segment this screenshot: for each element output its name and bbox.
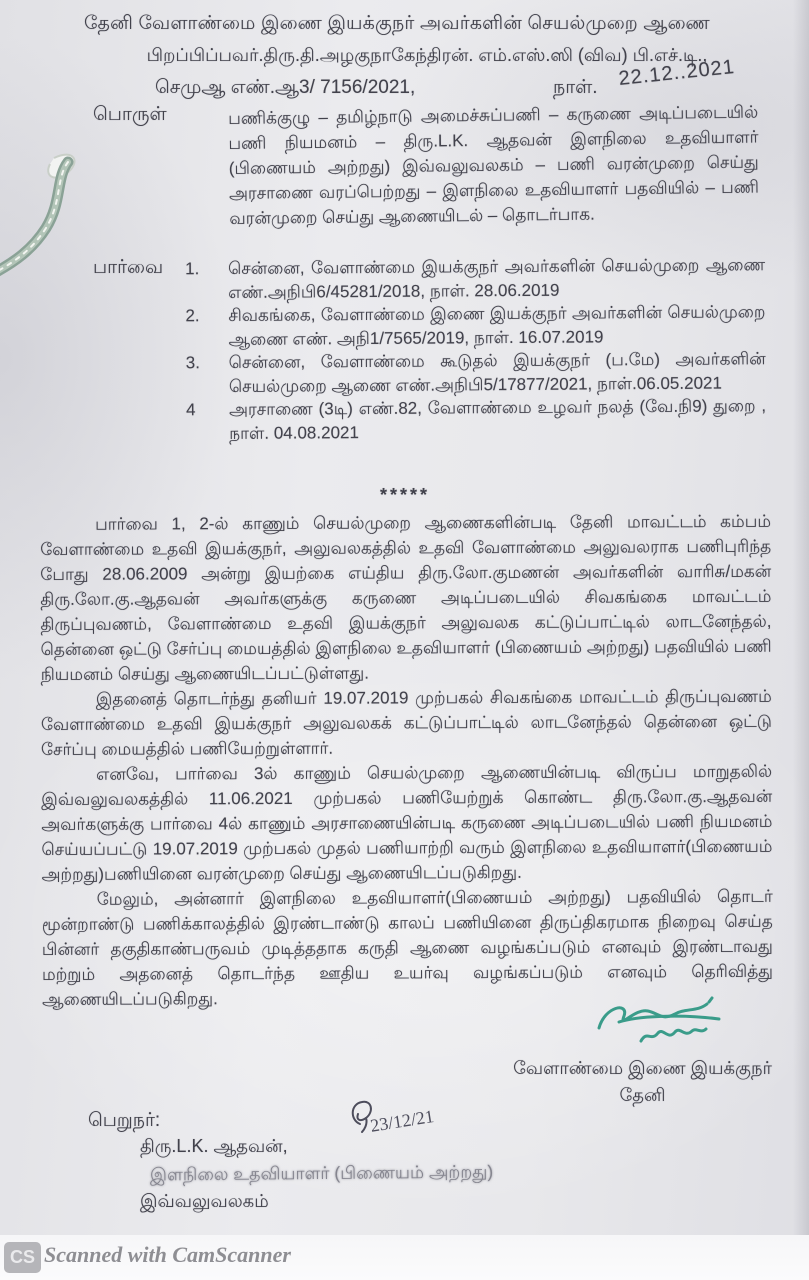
- signature-scribble: [585, 996, 735, 1058]
- camscanner-watermark: Scanned with CamScanner: [44, 1242, 291, 1267]
- proceedings-number: செமுஆ எண்.ஆ3/ 7156/2021,: [155, 77, 416, 98]
- reference-number: 1.: [185, 259, 200, 279]
- order-body: [40, 509, 773, 1012]
- recipient-name: திரு.L.K. ஆதவன்,: [140, 1136, 288, 1156]
- date-value: 22.12..2021: [617, 55, 736, 91]
- reference-item: [185, 394, 767, 445]
- date-label: நாள்.: [553, 77, 598, 98]
- camscanner-logo-icon: CS: [4, 1242, 41, 1273]
- camscanner-footer: [0, 1235, 809, 1280]
- reference-number: 2.: [185, 306, 200, 326]
- paragraph: எனவே, பார்வை 3ல் காணும் செயல்முறை ஆணையின்படி விருப்ப மாறுதலில் இவ்வலுவலகத்தில் 11.06.2021 முற்பகல் பணியேற்றுக் கொண்ட திரு.லோ.கு.ஆதவன் அவர்களுக்கு பார்வை 4ல் காணும் அரசாணையின்படி கருணை அடிப்படையில் பணி நியமனம் செய்யப்பட்டு 19.07.2019 முற்பகல் முதல் பணியாற்றி வரும் இளநிலை உதவியாளர்(பிணையம் அற்றது)பணியினை வரன்முறை செய்து ஆணையிடப்படுகிறது.: [41, 761, 773, 884]
- reference-item: [185, 347, 766, 398]
- issuer-line: பிறப்பிப்பவர்.திரு.தி.அழகுநாகேந்திரன். எம்.எஸ்.ஸி (விவ) பி.எச்.டி.,: [146, 45, 708, 65]
- reference-item: [185, 253, 766, 304]
- reference-number: 4: [185, 400, 196, 420]
- file-tag-thread: [0, 140, 94, 300]
- reference-text: சென்னை, வேளாண்மை இயக்குநர் அவர்களின் செயல்முறை ஆணை எண்.அநிபி6/45281/2018, நாள். 28.06.2019: [228, 255, 766, 302]
- document-title: தேனி வேளாண்மை இணை இயக்குநர் அவர்களின் செயல்முறை ஆணை: [84, 13, 710, 34]
- handwritten-date-text: 23/12/21: [368, 1106, 436, 1136]
- recipient-designation: இளநிலை உதவியாளர் (பிணையம் அற்றது): [149, 1161, 494, 1185]
- recipient-office: இவ்வலுவலகம்: [140, 1191, 269, 1211]
- section-separator: *****: [379, 485, 431, 505]
- reference-text: சென்னை, வேளாண்மை கூடுதல் இயக்குநர் (ப.மே) அவர்களின் செயல்முறை ஆணை எண்.அநிபி5/17877/2021, நாள்.06.05.2021: [228, 349, 766, 396]
- reference-text: அரசாணை (3டி) எண்.82, வேளாண்மை உழவர் நலத் (வே.நி9) துறை , நாள். 04.08.2021: [228, 396, 767, 443]
- signatory-place: தேனி: [619, 1085, 666, 1105]
- handwritten-received-date: [338, 1090, 468, 1150]
- subject-text: பணிக்குழு – தமிழ்நாடு அமைச்சுப்பணி – கருணை அடிப்படையில் பணி நியமனம் – திரு.L.K. ஆதவன் இளநிலை உதவியாளர் (பிணையம் அற்றது) இவ்வலுவலகம் – பணி வரன்முறை செய்து அரசாணை வரப்பெற்றது – இளநிலை உதவியாளர் பதவியில் – பணி வரன்முறை செய்து ஆணையிடல் – தொடர்பாக.: [228, 102, 760, 228]
- reference-label: பார்வை: [93, 257, 164, 278]
- signatory-designation: வேளாண்மை இணை இயக்குநர்: [513, 1058, 772, 1078]
- paragraph: மேலும், அன்னார் இளநிலை உதவியாளர்(பிணையம் அற்றது) பதவியில் தொடர் மூன்றாண்டு பணிக்காலத்தில் இரண்டாண்டு காலப் பணியினை திருப்திகரமாக நிறைவு செய்த பின்னர் தகுதிகாண்பருவம் முடித்ததாக கருதி ஆணை வழங்கப்படும் எனவும் இரண்டாவது மற்றும் அதனைத் தொடர்ந்த ஊதிய உயர்வு வழங்கப்படும் எனவும் தெரிவித்து ஆணையிடப்படுகிறது.: [41, 886, 774, 1009]
- recipient-label: பெறுநர்:: [88, 1110, 161, 1131]
- paragraph: பார்வை 1, 2-ல் காணும் செயல்முறை ஆணைகளின்படி தேனி மாவட்டம் கம்பம் வேளாண்மை உதவி இயக்குநர், அலுவலகத்தில் உதவி வேளாண்மை அலுவலராக பணிபுரிந்த போது 28.06.2009 அன்று இயற்கை எய்திய திரு.லோ.குமணன் அவர்களின் வாரிசு/மகன் திரு.லோ.கு.ஆதவன் அவர்களுக்கு கருணை அடிப்படையில் சிவகங்கை மாவட்டம் திருப்புவணம், வேளாண்மை உதவி இயக்குநர் அலுவலக கட்டுப்பாட்டில் லாடனேந்தல், தென்னை ஒட்டு சேர்ப்பு மையத்தில் இளநிலை உதவியாளர் (பிணையம் அற்றது) பதவியில் பணி நியமனம் செய்து ஆணையிடப்பட்டுள்ளது.: [40, 511, 772, 684]
- reference-number: 3.: [185, 353, 200, 373]
- reference-list: [185, 253, 767, 445]
- paragraph: இதனைத் தொடர்ந்து தனியர் 19.07.2019 முற்பகல் சிவகங்கை மாவட்டம் திருப்புவணம் வேளாண்மை உதவி இயக்குநர் அலுவலகக் கட்டுப்பாட்டில் லாடனேந்தல் தென்னை ஒட்டு சேர்ப்பு மையத்தில் பணியேற்றுள்ளார்.: [40, 686, 772, 759]
- reference-item: [185, 300, 766, 351]
- subject-label: பொருள்: [93, 104, 167, 125]
- reference-text: சிவகங்கை, வேளாண்மை இணை இயக்குநர் அவர்களின் செயல்முறை ஆணை எண். அநி1/7565/2019, நாள். 16.07.2019: [228, 302, 766, 349]
